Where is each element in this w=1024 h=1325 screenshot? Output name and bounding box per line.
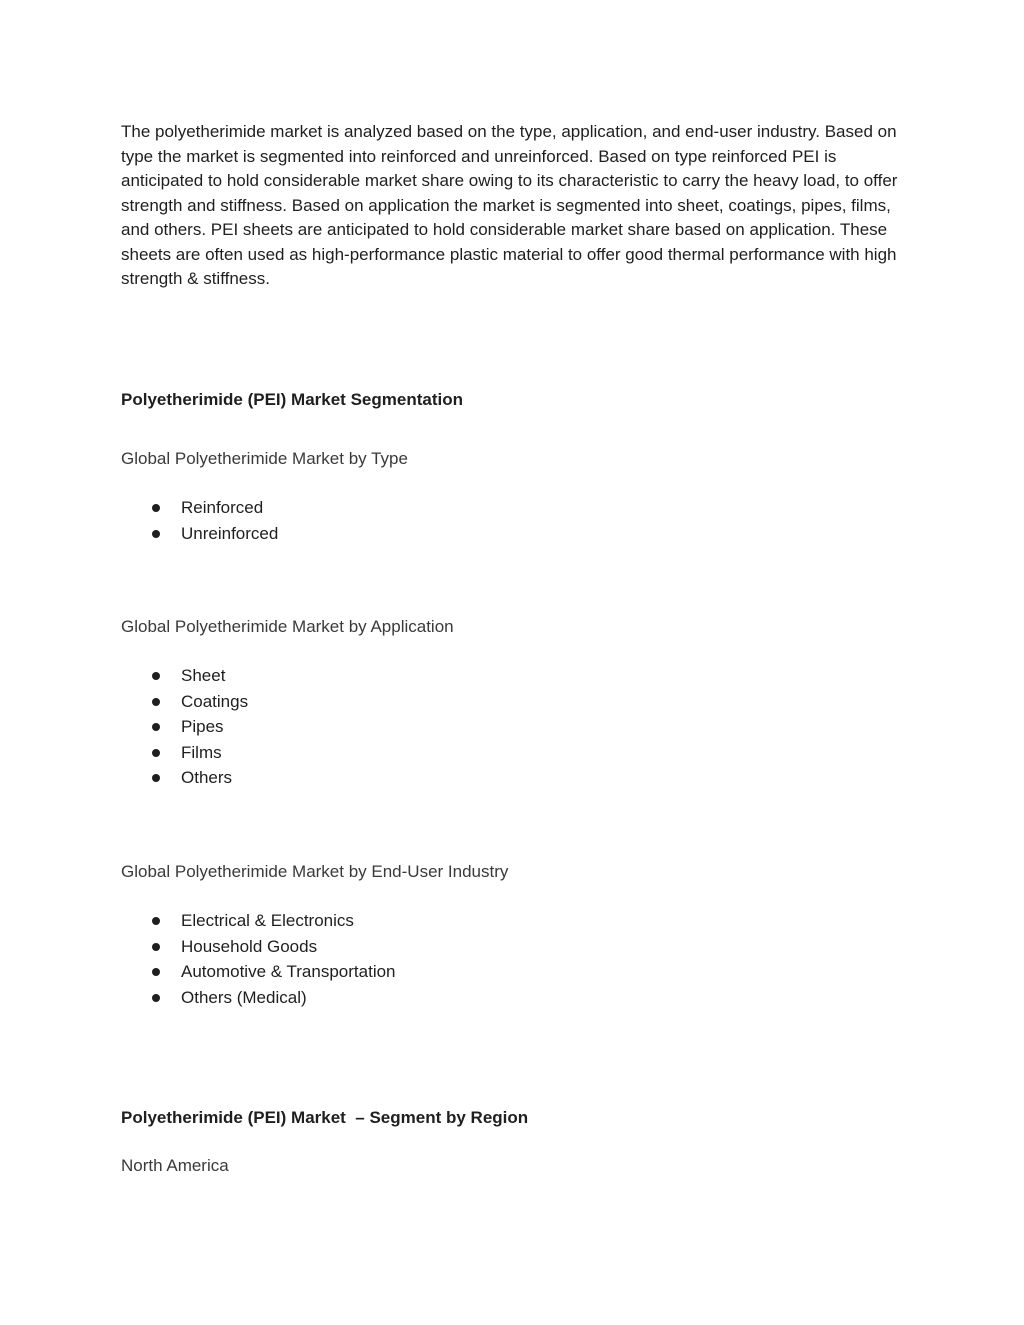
bullet-icon	[152, 994, 160, 1002]
bullet-icon	[152, 504, 160, 512]
list-item	[150, 521, 278, 547]
application-list	[150, 663, 248, 791]
list-item	[150, 985, 396, 1011]
list-item	[150, 663, 248, 689]
list-item	[150, 765, 248, 791]
bullet-icon	[152, 774, 160, 782]
list-item	[150, 740, 248, 766]
bullet-icon	[152, 723, 160, 731]
list-item	[150, 714, 248, 740]
list-item-label: Sheet	[181, 666, 226, 685]
list-item-label: Coatings	[181, 691, 249, 711]
bullet-icon	[152, 917, 160, 925]
bullet-icon	[152, 943, 160, 951]
list-item-label: Pipes	[181, 717, 224, 736]
list-item	[150, 934, 396, 960]
list-item	[150, 495, 278, 521]
list-item-label: Others (Medical)	[181, 987, 307, 1007]
bullet-icon	[152, 968, 160, 976]
segmentation-heading: Polyetherimide (PEI) Market Segmentation	[121, 390, 463, 409]
list-item	[150, 689, 248, 715]
list-item-label: Reinforced	[181, 498, 264, 517]
type-list	[150, 495, 278, 546]
region-heading: Polyetherimide (PEI) Market – Segment by Region	[121, 1108, 529, 1127]
application-section-title: Global Polyetherimide Market by Application	[121, 617, 454, 636]
end-user-section-title: Global Polyetherimide Market by End-User Industry	[121, 862, 509, 881]
list-item	[150, 908, 396, 934]
list-item-label: Automotive & Transportation	[181, 962, 396, 981]
intro-paragraph: The polyetherimide market is analyzed based on the type, application, and end-user industry. Based on type the market is segmented into reinforced and unreinforced. Based on type reinforced PEI is anticipated to hold considerable market share owing to its characteristic to carry the heavy load, to offer strength and stiffness. Based on application the market is segmented into sheet, coatings, pipes, films, and others. PEI sheets are anticipated to hold considerable market share based on application. These sheets are often used as high-performance plastic material to offer good thermal performance with high strength & stiffness.	[121, 122, 898, 288]
list-item-label: Household Goods	[181, 936, 318, 956]
region-north-america: North America	[121, 1156, 229, 1175]
type-section-title: Global Polyetherimide Market by Type	[121, 449, 408, 468]
list-item	[150, 959, 396, 985]
bullet-icon	[152, 749, 160, 757]
list-item-label: Electrical & Electronics	[181, 911, 354, 930]
list-item-label: Unreinforced	[181, 523, 279, 543]
bullet-icon	[152, 698, 160, 706]
end-user-list	[150, 908, 396, 1010]
list-item-label: Films	[181, 742, 222, 762]
bullet-icon	[152, 672, 160, 680]
bullet-icon	[152, 530, 160, 538]
list-item-label: Others	[181, 768, 233, 787]
